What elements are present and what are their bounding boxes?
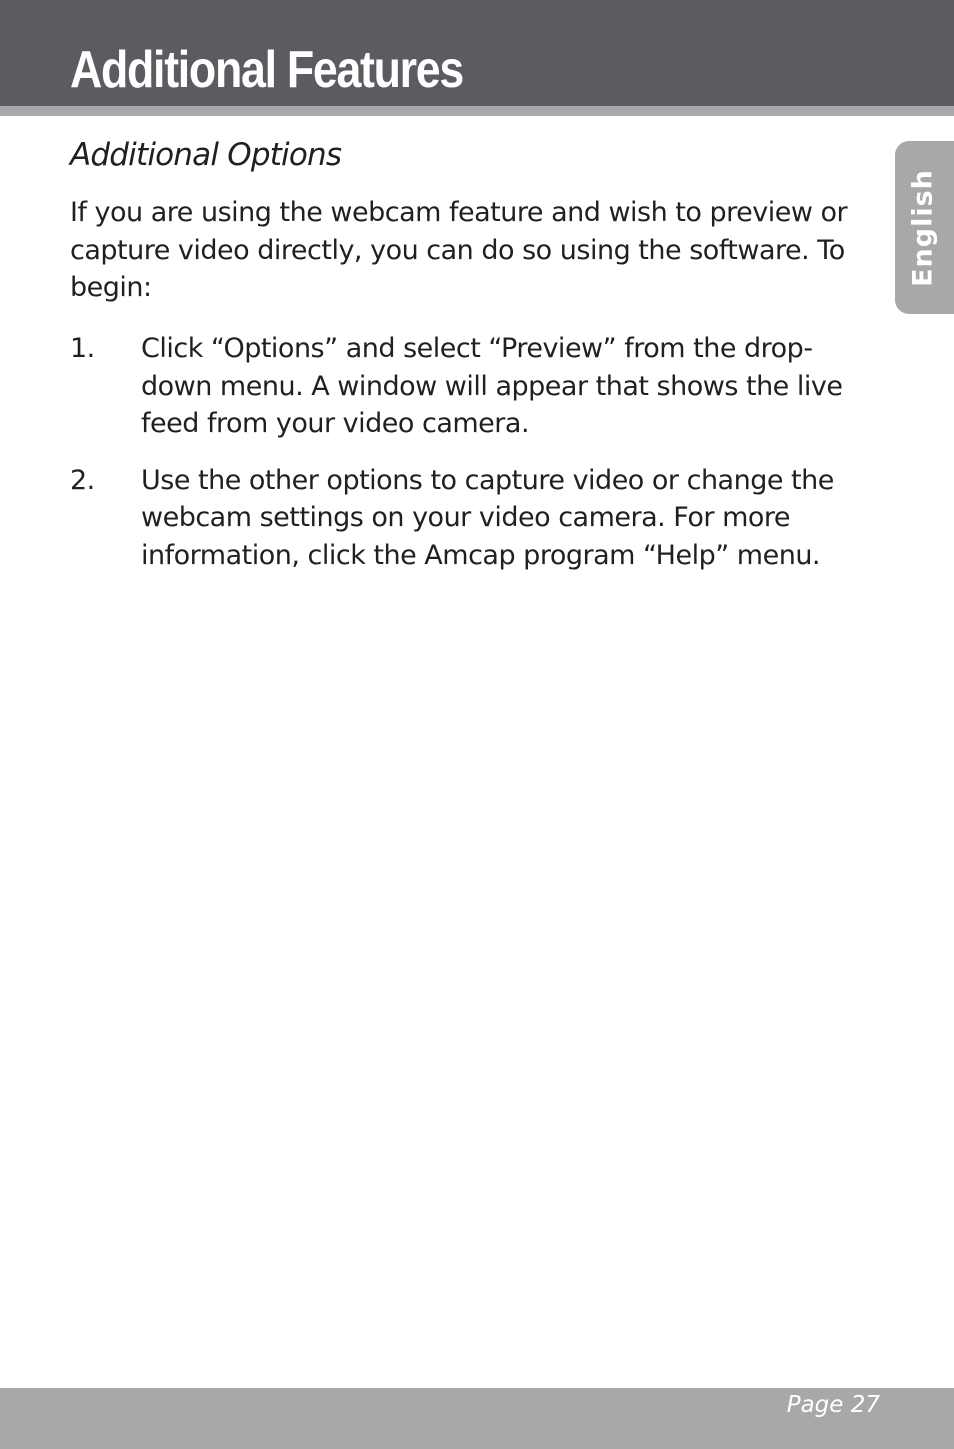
step-number: 2. (70, 464, 95, 496)
step-item (70, 462, 870, 575)
language-tab-label: English (907, 169, 939, 287)
step-text: Use the other options to capture video or change the webcam settings on your video camera. For more information, click the Amcap program “Help” menu. (141, 464, 834, 571)
step-number: 1. (70, 333, 95, 364)
page-number: Page 27 (786, 1392, 880, 1418)
step-text: Click “Options” and select “Preview” from the drop-down menu. A window will appear that shows the live feed from your video camera. (141, 333, 843, 439)
section-heading: Additional Options (70, 137, 342, 173)
header-divider (0, 106, 954, 116)
steps-list (70, 330, 870, 574)
page-title: Additional Features (70, 41, 463, 99)
intro-paragraph: If you are using the webcam feature and wish to preview or capture video directly, you can do so using the software. To begin: (70, 197, 848, 303)
step-item (70, 330, 870, 443)
